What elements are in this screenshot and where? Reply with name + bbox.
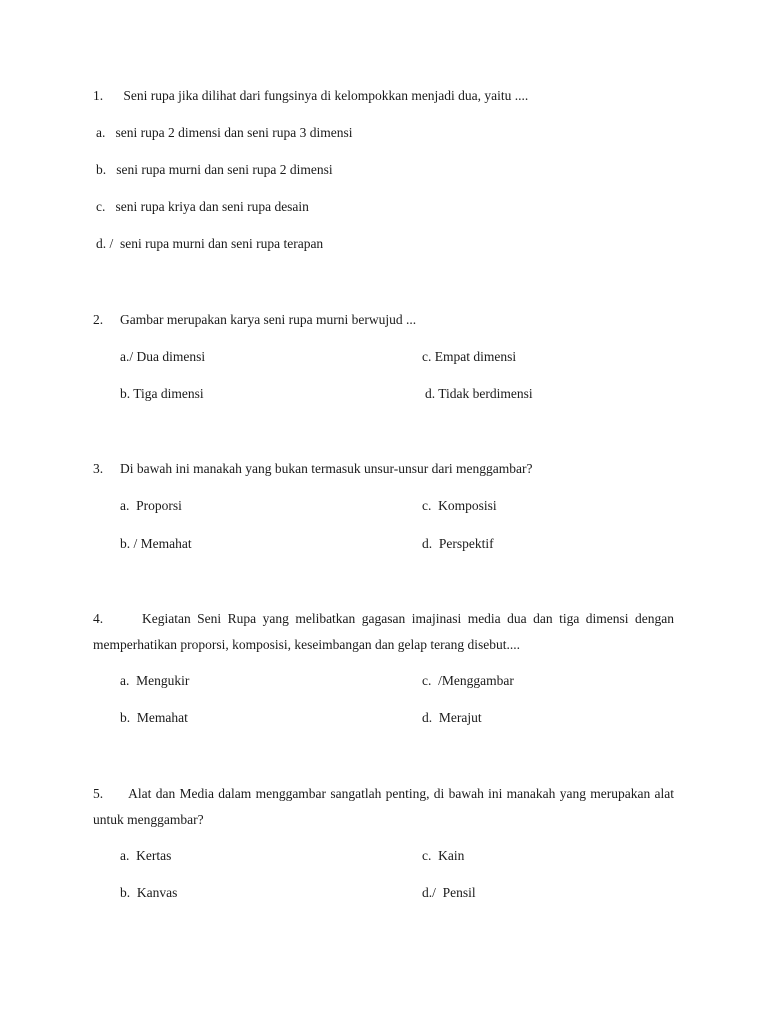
question-2-option-d: d. Tidak berdimensi	[425, 386, 533, 401]
question-1-option-a: a. seni rupa 2 dimensi dan seni rupa 3 dimensi	[96, 125, 353, 140]
question-5-option-d: d./ Pensil	[422, 885, 476, 900]
question-3-option-c: c. Komposisi	[422, 498, 497, 513]
question-3-number: 3.	[93, 461, 104, 476]
question-3-text: Di bawah ini manakah yang bukan termasuk unsur-unsur dari menggambar?	[120, 461, 533, 476]
question-4-option-d: d. Merajut	[422, 710, 482, 725]
question-4-option-a: a. Mengukir	[120, 673, 190, 688]
question-4-option-b: b. Memahat	[120, 710, 188, 725]
question-2-option-b: b. Tiga dimensi	[120, 386, 204, 401]
question-5-option-a: a. Kertas	[120, 848, 172, 863]
question-2-option-c: c. Empat dimensi	[422, 349, 517, 364]
question-1-text: 1. Seni rupa jika dilihat dari fungsinya di kelompokkan menjadi dua, yaitu ....	[93, 88, 529, 103]
question-2-option-a: a./ Dua dimensi	[120, 349, 206, 364]
question-3-option-a: a. Proporsi	[120, 498, 182, 513]
question-2-text: Gambar merupakan karya seni rupa murni berwujud ...	[120, 312, 417, 327]
question-4-option-c: c. /Menggambar	[422, 673, 514, 688]
question-1-option-c: c. seni rupa kriya dan seni rupa desain	[96, 199, 309, 214]
question-5-text: 5. Alat dan Media dalam menggambar sangatlah penting, di bawah ini manakah yang merupakan alat untuk menggambar?	[93, 786, 678, 827]
question-1-option-b: b. seni rupa murni dan seni rupa 2 dimensi	[96, 162, 333, 177]
question-1-option-d: d. / seni rupa murni dan seni rupa terapan	[96, 236, 324, 251]
question-5-option-c: c. Kain	[422, 848, 465, 863]
question-2-number: 2.	[93, 312, 104, 327]
question-3-option-d: d. Perspektif	[422, 536, 494, 551]
question-3-option-b: b. / Memahat	[120, 536, 192, 551]
question-5-option-b: b. Kanvas	[120, 885, 178, 900]
question-4-text: 4. Kegiatan Seni Rupa yang melibatkan gagasan imajinasi media dua dan tiga dimensi dengan memperhatikan proporsi, komposisi, keseimbangan dan gelap terang disebut....	[93, 611, 678, 652]
